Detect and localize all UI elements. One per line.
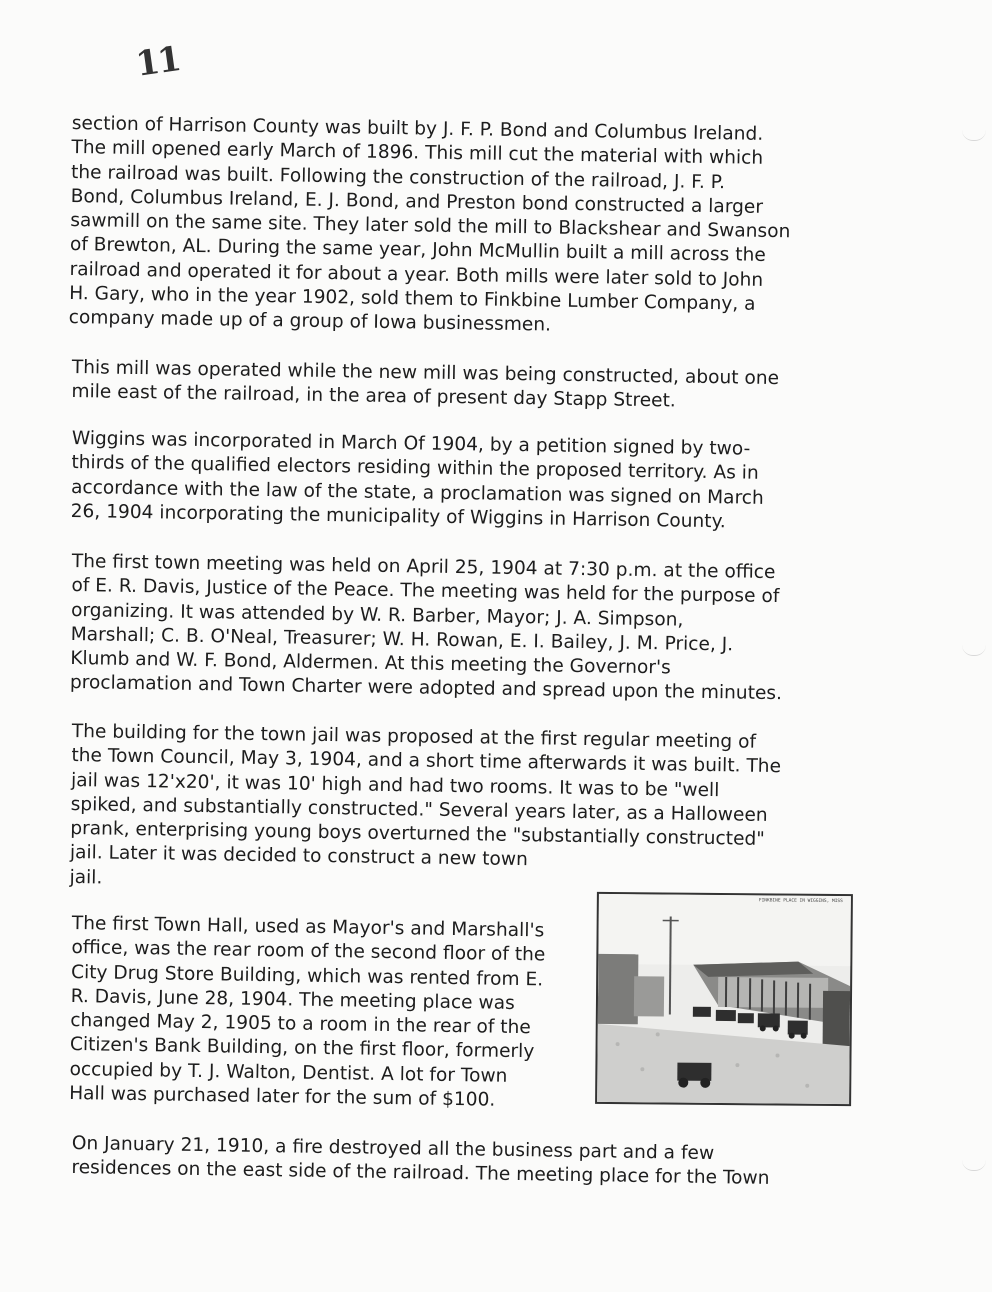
text-line: City Drug Store Building, which was rented from E. [70,961,544,991]
text-line: The building for the town jail was proposed at the first regular meeting of [71,720,757,753]
text-line: mile east of the railroad, in the area of present day Stapp Street. [71,381,676,412]
text-line: occupied by T. J. Walton, Dentist. A lot for Town [69,1058,508,1087]
text-line: Bond, Columbus Ireland, E. J. Bond, and Preston bond constructed a larger [70,185,764,218]
text-line: jail was 12'x20', it was 10' high and had two rooms. It was to be "well [70,769,720,801]
text-line: changed May 2, 1905 to a room in the rear of the [70,1010,531,1039]
text-line: jail. Later it was decided to construct a new town [69,842,529,871]
paragraph [70,550,852,708]
paragraph [71,356,852,417]
text-line: Klumb and W. F. Bond, Aldermen. At this meeting the Governor's [70,648,671,679]
paragraph [71,1132,852,1193]
historic-photo [595,892,853,1106]
text-line: The first town meeting was held on April 25, 1904 at 7:30 p.m. at the office [71,550,776,584]
text-line: On January 21, 1910, a fire destroyed all the business part and a few [71,1132,715,1165]
scan-edge-mark [962,130,986,141]
text-line: R. Davis, June 28, 1904. The meeting place was [70,985,515,1014]
paragraph [69,720,852,905]
text-line: of E. R. Davis, Justice of the Peace. The meeting was held for the purpose of [71,575,780,608]
text-line: The first Town Hall, used as Mayor's and Marshall's [71,912,545,942]
text-line: company made up of a group of Iowa businessmen. [68,307,552,336]
text-line: H. Gary, who in the year 1902, sold them to Finkbine Lumber Company, a [68,283,756,315]
text-line: prank, enterprising young boys overturned the "substantially constructed" [70,818,765,851]
photo-image [597,894,851,1104]
text-line: The mill opened early March of 1896. This mill cut the material with which [71,137,764,170]
text-line: Hall was purchased later for the sum of $100. [68,1083,496,1111]
text-line: sawmill on the same site. They later sold the mill to Blackshear and Swanson [70,210,791,243]
text-line: Marshall; C. B. O'Neal, Treasurer; W. H. Rowan, E. I. Bailey, J. M. Price, J. [70,623,734,656]
paragraph [69,112,852,343]
page-mark: 11 [133,39,182,85]
scan-edge-mark [962,1160,986,1171]
text-line: section of Harrison County was built by J. F. P. Bond and Columbus Ireland. [71,112,764,145]
scan-edge-mark [962,645,986,656]
text-line: residences on the east side of the railroad. The meeting place for the Town [71,1157,770,1190]
text-line: accordance with the law of the state, a proclamation was signed on March [70,476,764,509]
text-line: spiked, and substantially constructed." Several years later, as a Halloween [70,793,768,826]
text-line: office, was the rear room of the second floor of the [71,937,546,966]
text-line: of Brewton, AL. During the same year, John McMullin built a mill across the [69,234,766,267]
text-line: the Town Council, May 3, 1904, and a short time afterwards it was built. The [71,745,782,778]
text-line: Wiggins was incorporated in March Of 1904, by a petition signed by two- [71,427,751,460]
text-line: railroad and operated it for about a year. Both mills were later sold to John [69,258,764,291]
text-line: 26, 1904 incorporating the municipality of Wiggins in Harrison County. [70,500,726,533]
text-line: proclamation and Town Charter were adopted and spread upon the minutes. [69,672,783,705]
photo-caption: FINKBINE PLACE IN WIGGINS, MISS [758,898,843,905]
paragraph [70,427,851,536]
text-line: jail. [69,866,103,889]
text-line: the railroad was built. Following the construction of the railroad, J. F. P. [70,161,726,193]
text-line: Citizen's Bank Building, on the first floor, formerly [69,1034,535,1063]
text-line: organizing. It was attended by W. R. Barber, Mayor; J. A. Simpson, [70,599,684,631]
text-line: thirds of the qualified electors residing within the proposed territory. As in [71,452,759,485]
text-line: This mill was operated while the new mill was being constructed, about one [71,356,780,390]
paragraph [69,912,592,1115]
